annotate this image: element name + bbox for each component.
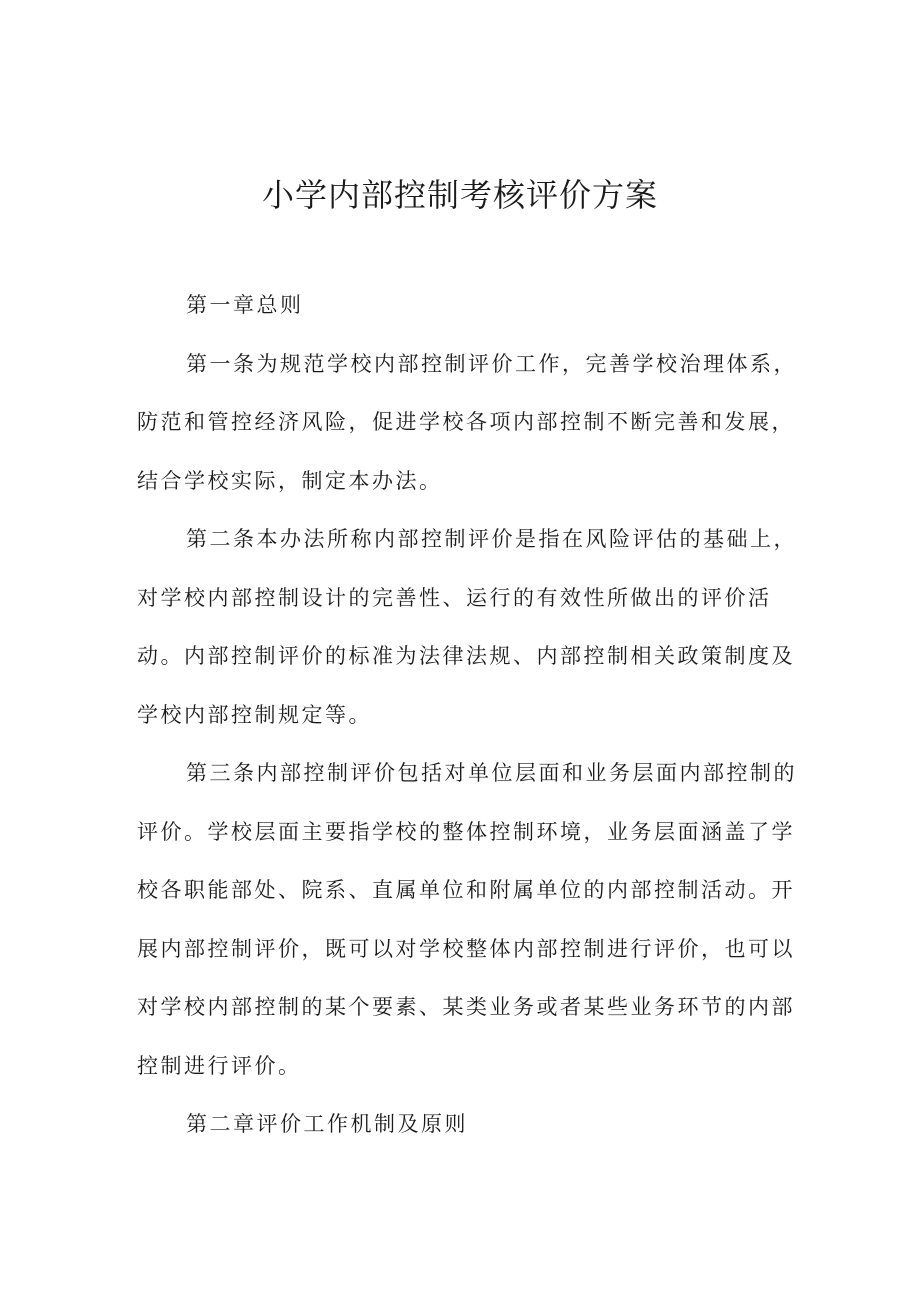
article-2: 第二条本办法所称内部控制评价是指在风险评估的基础上，对学校内部控制设计的完善性、运行的有效性所做出的评价活动。内部控制评价的标准为法律法规、内部控制相关政策制度及学校内部控制规定等。	[137, 527, 797, 727]
article-3: 第三条内部控制评价包括对单位层面和业务层面内部控制的评价。学校层面主要指学校的整体控制环境，业务层面涵盖了学校各职能部处、院系、直属单位和附属单位的内部控制活动。开展内部控制评价，既可以对学校整体内部控制进行评价，也可以对学校内部控制的某个要素、某类业务或者某些业务环节的内部控制进行评价。	[137, 761, 797, 1078]
chapter-heading-2: 第二章评价工作机制及原则	[186, 1112, 468, 1136]
chapter-heading-1: 第一章总则	[186, 293, 304, 317]
article-1: 第一条为规范学校内部控制评价工作，完善学校治理体系，防范和管控经济风险，促进学校各项内部控制不断完善和发展，结合学校实际，制定本办法。	[137, 351, 797, 493]
document-title: 小学内部控制考核评价方案	[261, 176, 658, 214]
document-body	[137, 276, 797, 1154]
